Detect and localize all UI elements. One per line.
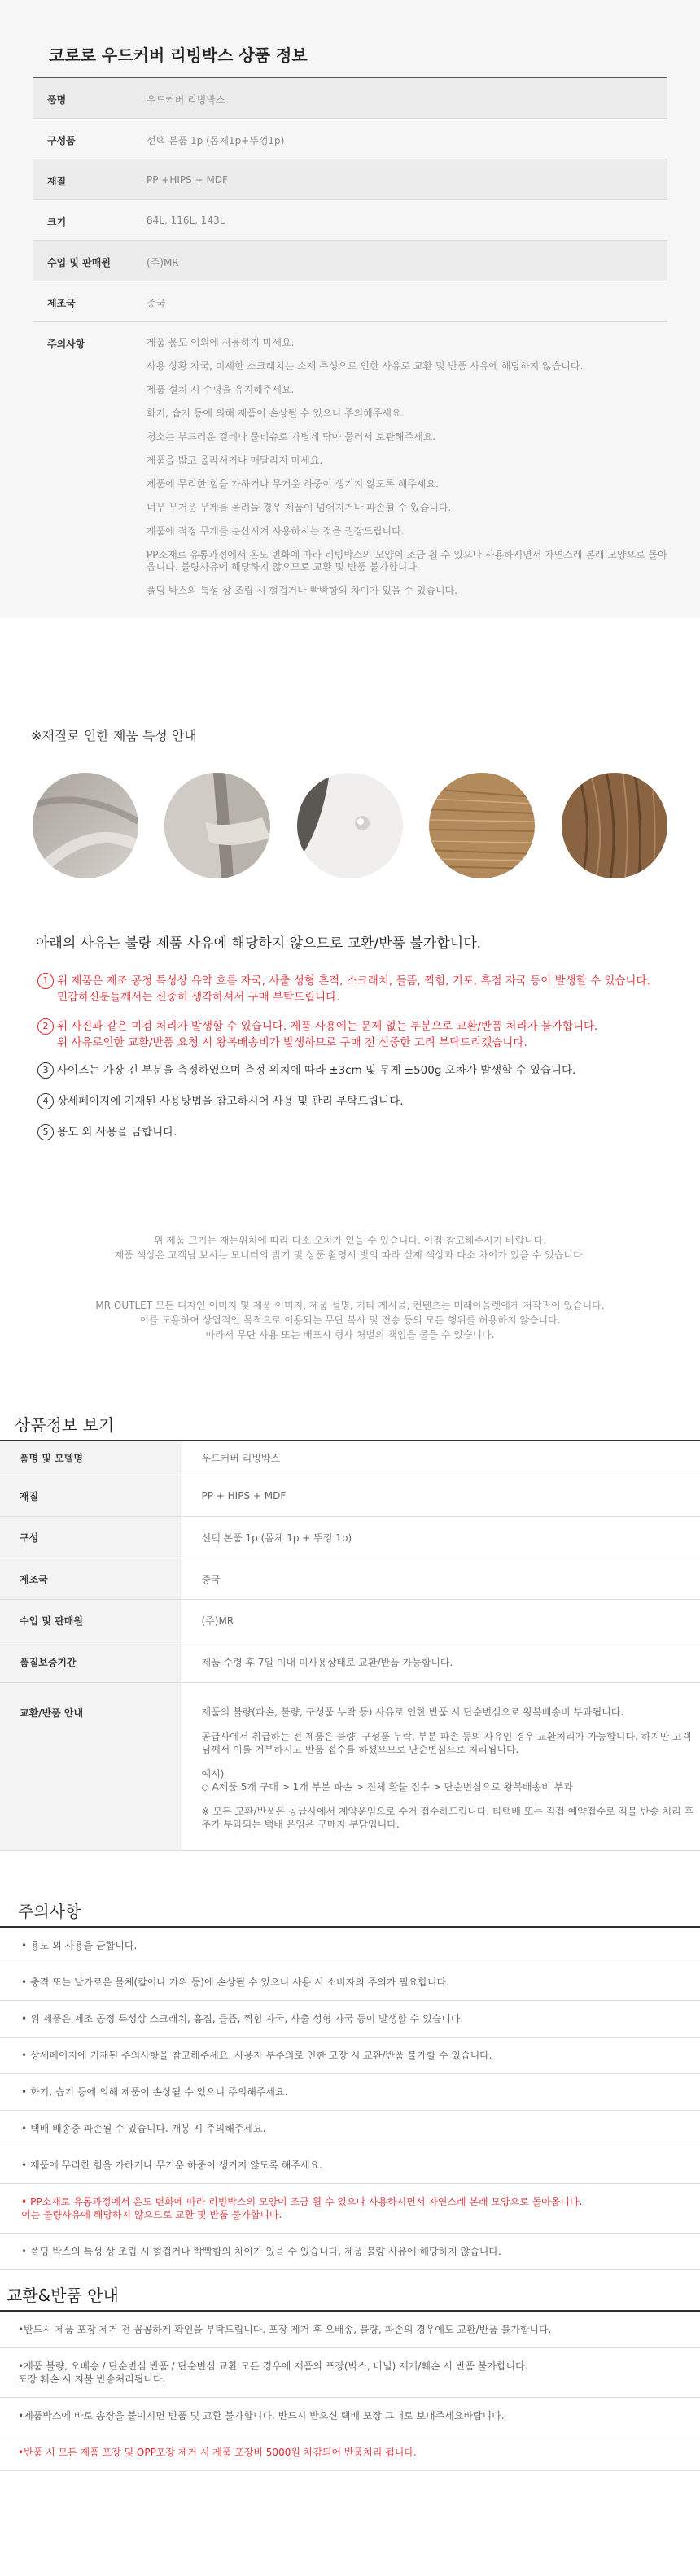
spec-value: 우드커버 리빙박스 (201, 1453, 281, 1464)
caution-item: 제품에 무리한 힘을 가하거나 무거운 하중이 생기지 않도록 해주세요. (147, 478, 439, 490)
notice-number: 1 (37, 973, 54, 989)
material-notice-section (0, 618, 700, 1423)
info-label: 크기 (33, 200, 147, 241)
spec-value: (주)MR (201, 1615, 234, 1627)
caution-item: 제품을 밟고 올라서거나 매달리지 마세요. (147, 455, 323, 466)
info-value: 중국 (147, 281, 667, 322)
mdf-texture-photo (429, 773, 535, 878)
list-item-text: 반드시 제품 포장 제거 전 꼼꼼하게 확인을 부탁드립니다. 포장 제거 후 오배송, 불량, 파손의 경우에도 교환/반품 불가합니다. (24, 2324, 552, 2335)
spec-row-policy (0, 1683, 700, 1851)
notice-item-3 (37, 1062, 672, 1079)
info-value: 84L, 116L, 143L (147, 200, 667, 241)
wood-grain-photo (562, 773, 667, 878)
product-info-section (0, 0, 700, 618)
bullet-icon: • (18, 2447, 24, 2458)
list-item (0, 2074, 700, 2111)
spec-row (0, 1441, 700, 1475)
caution-item: 화기, 습기 등에 의해 제품이 손상될 수 있으니 주의해주세요. (147, 408, 405, 419)
exchange-list (0, 2310, 700, 2471)
bullet-icon: • (21, 2160, 28, 2171)
bullet-icon: • (18, 2360, 24, 2372)
notice-line: 민감하신분들께서는 신중히 생각하셔서 구매 부탁드립니다. (57, 991, 340, 1004)
caution-item: 제품 용도 이외에 사용하지 마세요. (147, 337, 295, 348)
cautions-title: 주의사항 (18, 1902, 81, 1921)
bullet-icon: • (21, 2196, 28, 2208)
surface-scratch-photo (33, 773, 138, 878)
list-item-text: 제품박스에 바로 송장을 붙이시면 반품 및 교환 불가합니다. 반드시 받으신 택배 포장 그대로 보내주세요바랍니다. (24, 2410, 505, 2421)
caution-item: PP소재로 유통과정에서 온도 변화에 따라 리빙박스의 모양이 조금 휠 수 있으나 사용하시면서 자연스레 본래 모양으로 돌아옵니다. 불량사유에 해당하지 않으므로 교환 및 반품 불가합니다. (147, 549, 667, 573)
size-color-disclaimer (0, 1233, 700, 1262)
list-item-text: 반품 시 모든 제품 포장 및 OPP포장 제거 시 제품 포장비 5000원 차감되어 반품처리 됩니다. (24, 2447, 417, 2458)
material-photo-row (33, 773, 667, 887)
product-view-title: 상품정보 보기 (15, 1415, 115, 1435)
caution-list (147, 337, 667, 597)
notice-number: 3 (37, 1062, 54, 1079)
disclaimer-line: 위 제품 크기는 재는위치에 따라 다소 오차가 있을 수 있습니다. 이점 참고해주시기 바랍니다. (153, 1235, 547, 1246)
notice-number: 5 (37, 1124, 54, 1140)
notice-number: 2 (37, 1018, 54, 1035)
notice-item-5 (37, 1124, 672, 1140)
notice-number: 4 (37, 1093, 54, 1109)
list-item (0, 2111, 700, 2147)
list-item-text: PP소재로 유통과정에서 온도 변화에 따라 리빙박스의 모양이 조금 휠 수 있으나 사용하시면서 자연스레 본래 모양으로 돌아옵니다. 이는 불량사유에 해당하지 않으므로 교환 및 반품 불가합니다. (21, 2196, 583, 2221)
spec-label: 수입 및 판매원 (20, 1615, 83, 1627)
notice-line: 위 사진과 같은 미검 처리가 발생할 수 있습니다. 제품 사용에는 문제 없는 부분으로 교환/반품 처리가 불가합니다. (57, 1020, 598, 1033)
policy-text (202, 1683, 700, 1850)
spec-value: PP + HIPS + MDF (201, 1490, 287, 1502)
info-label: 제조국 (33, 281, 147, 322)
exchange-title: 교환&반품 안내 (7, 2286, 119, 2305)
bullet-icon: • (18, 2324, 24, 2335)
info-label: 재질 (33, 159, 147, 200)
list-item-text: 제품 불량, 오배송 / 단순변심 반품 / 단순변심 교환 모든 경우에 제품의 포장(박스, 비닐) 제거/훼손 시 반품 불가합니다. 포장 훼손 시 지불 반송처리됩니다. (18, 2360, 528, 2385)
copyright-disclaimer (0, 1298, 700, 1342)
no-refund-notice: 아래의 사유는 불량 제품 사유에 해당하지 않으므로 교환/반품 불가합니다. (36, 935, 482, 952)
policy-paragraph: ※ 모든 교환/반품은 공급사에서 계약운임으로 수거 접수하드립니다. 타택배 또는 직접 예약접수로 직불 반송 처리 후 추가 부과되는 택배 운임은 구매자 부담입니다. (201, 1806, 694, 1830)
info-row (33, 119, 667, 159)
bullet-icon: • (21, 2013, 28, 2025)
list-item (0, 2434, 700, 2471)
caution-item: 너무 무거운 무게를 올려둘 경우 제품이 넘어지거나 파손될 수 있습니다. (147, 502, 452, 513)
product-info-title: 코로로 우드커버 리빙박스 상품 정보 (33, 24, 667, 78)
notice-line: 용도 외 사용을 금합니다. (57, 1126, 177, 1139)
spec-label: 품명 및 모델명 (20, 1453, 83, 1464)
disclaimer-line: 이를 도용하여 상업적인 목적으로 이용되는 무단 복사 및 전송 등의 모든 행위를 허용하지 않습니다. (139, 1314, 561, 1326)
notice-line: 상세페이지에 기재된 사용방법을 참고하시어 사용 및 관리 부탁드립니다. (57, 1095, 404, 1108)
spec-label: 제조국 (20, 1573, 48, 1585)
info-value: PP +HIPS + MDF (147, 159, 667, 200)
list-item (0, 2348, 700, 2398)
spec-row (0, 1641, 700, 1683)
list-item (0, 2184, 700, 2234)
disclaimer-line: 제품 색상은 고객님 보시는 모니터의 밝기 및 상품 촬영시 빛의 따라 실제 색상과 다소 차이가 있을 수 있습니다. (114, 1249, 586, 1261)
spec-row (0, 1600, 700, 1641)
spec-value: 제품 수령 후 7일 이내 미사용상태로 교환/반품 가능합니다. (201, 1656, 453, 1668)
policy-paragraph: 공급사에서 취급하는 전 제품은 불량, 구성품 누락, 부분 파손 등의 사유인 경우 교환처리가 가능합니다. 하지만 고객님께서 이를 거부하시고 반품 접수를 하셨으므로 단순변심으로 처리됩니다. (201, 1731, 692, 1755)
spec-row (0, 1558, 700, 1600)
info-value: 선택 본품 1p (몸체1p+뚜껑1p) (147, 119, 667, 159)
list-item-text: 택배 배송중 파손될 수 있습니다. 개봉 시 주의해주세요. (30, 2123, 266, 2134)
notice-line: 위 제품은 제조 공정 특성상 유약 흐름 자국, 사출 성형 흔적, 스크래치, 들뜸, 찍힘, 기포, 흑점 자국 등이 발생할 수 있습니다. (57, 974, 650, 987)
spec-row (0, 1517, 700, 1558)
info-row (33, 78, 667, 119)
bullet-icon: • (21, 1940, 28, 1951)
bullet-icon: • (18, 2410, 24, 2421)
list-item-text: 용도 외 사용을 금합니다. (30, 1940, 138, 1951)
bullet-icon: • (21, 1977, 28, 1988)
product-info-table (33, 78, 667, 608)
info-label: 수입 및 판매원 (33, 241, 147, 281)
spec-value: 중국 (201, 1573, 221, 1585)
list-item-text: 충격 또는 날카로운 물체(칼이나 가위 등)에 손상될 수 있으니 사용 시 소비자의 주의가 필요합니다. (30, 1977, 449, 1988)
notice-item-2 (37, 1018, 672, 1051)
policy-paragraph: 예시) ◇ A제품 5개 구매 > 1개 부분 파손 > 전체 환불 접수 > 단순변심으로 왕복배송비 부과 (201, 1768, 573, 1793)
info-label: 구성품 (33, 119, 147, 159)
list-item (0, 2234, 700, 2270)
spec-value: 선택 본품 1p (몸체 1p + 뚜껑 1p) (201, 1532, 352, 1544)
bullet-icon: • (21, 2246, 28, 2257)
info-label: 품명 (33, 78, 147, 119)
dent-spot-photo (297, 773, 403, 878)
caution-item: 제품 설치 시 수평을 유지해주세요. (147, 384, 295, 395)
list-item-text: 위 제품은 제조 공정 특성상 스크래치, 흠집, 들뜸, 찍힘 자국, 사출 성형 자국 등이 발생할 수 있습니다. (30, 2013, 464, 2025)
list-item-text: 상세페이지에 기재된 주의사항을 참고해주세요. 사용자 부주의로 인한 고장 시 교환/반품 불가할 수 있습니다. (30, 2050, 492, 2061)
spec-label: 교환/반품 안내 (20, 1707, 84, 1719)
caution-item: 청소는 부드러운 걸레나 물티슈로 가볍게 닦아 물러서 보관해주세요. (147, 431, 436, 442)
notice-item-4 (37, 1093, 672, 1109)
list-item (0, 2147, 700, 2184)
caution-item: 제품에 적정 무게를 분산시켜 사용하시는 것을 권장드립니다. (147, 525, 405, 537)
spec-label: 구성 (20, 1532, 39, 1544)
info-row-cautions (33, 322, 667, 609)
list-item-text: 제품에 무리한 힘을 가하거나 무거운 하중이 생기지 않도록 해주세요. (30, 2160, 322, 2171)
info-row (33, 241, 667, 281)
list-item-text: 화기, 습기 등에 의해 제품이 손상될 수 있으니 주의해주세요. (30, 2086, 288, 2098)
list-item (0, 2312, 700, 2348)
info-row (33, 200, 667, 241)
info-row (33, 281, 667, 322)
list-item (0, 2398, 700, 2434)
caution-item: 사용 상황 자국, 미세한 스크래치는 소재 특성으로 인한 사유로 교환 및 반품 사유에 해당하지 않습니다. (147, 360, 584, 372)
info-value: (주)MR (147, 241, 667, 281)
bullet-icon: • (21, 2050, 28, 2061)
notice-item-1 (37, 973, 672, 1005)
list-item (0, 1928, 700, 1964)
policy-paragraph: 제품의 불량(파손, 불량, 구성품 누락 등) 사유로 인한 반품 시 단순변심으로 왕복배송비 부과됩니다. (201, 1706, 624, 1718)
bullet-icon: • (21, 2086, 28, 2098)
material-title: ※재질로 인한 제품 특성 안내 (31, 728, 197, 743)
corner-seam-photo (164, 773, 270, 878)
spec-row (0, 1475, 700, 1517)
disclaimer-line: 따라서 무단 사용 또는 배포시 형사 처벌의 책임을 물을 수 있습니다. (205, 1329, 495, 1340)
list-item-text: 폴딩 박스의 특성 상 조립 시 헐겁거나 빡빡함의 차이가 있을 수 있습니다. 제품 불량 사유에 해당하지 않습니다. (30, 2246, 501, 2257)
disclaimer-line: MR OUTLET 모든 디자인 이미지 및 제품 이미지, 제품 설명, 기타 게시물, 컨텐츠는 미래아울렛에게 저작권이 있습니다. (95, 1300, 605, 1311)
spec-label: 재질 (20, 1490, 39, 1502)
cautions-list (0, 1926, 700, 2270)
spec-label: 품질보증기간 (20, 1656, 77, 1668)
info-label: 주의사항 (47, 338, 85, 350)
bullet-icon: • (21, 2123, 28, 2134)
list-item (0, 2001, 700, 2038)
caution-item: 폴딩 박스의 특성 상 조립 시 헐겁거나 빡빡함의 차이가 있을 수 있습니다. (147, 585, 457, 596)
notice-line: 사이즈는 가장 긴 부분을 측정하였으며 측정 위치에 따라 ±3cm 및 무게 ±500g 오차가 발생할 수 있습니다. (57, 1064, 576, 1077)
notice-line: 위 사유로인한 교환/반품 요청 시 왕복배송비가 발생하므로 구매 전 신중한 고려 부탁드리겠습니다. (57, 1036, 527, 1049)
list-item (0, 1964, 700, 2001)
product-view-table (0, 1440, 700, 1851)
info-value: 우드커버 리빙박스 (147, 78, 667, 119)
list-item (0, 2038, 700, 2074)
info-row (33, 159, 667, 200)
